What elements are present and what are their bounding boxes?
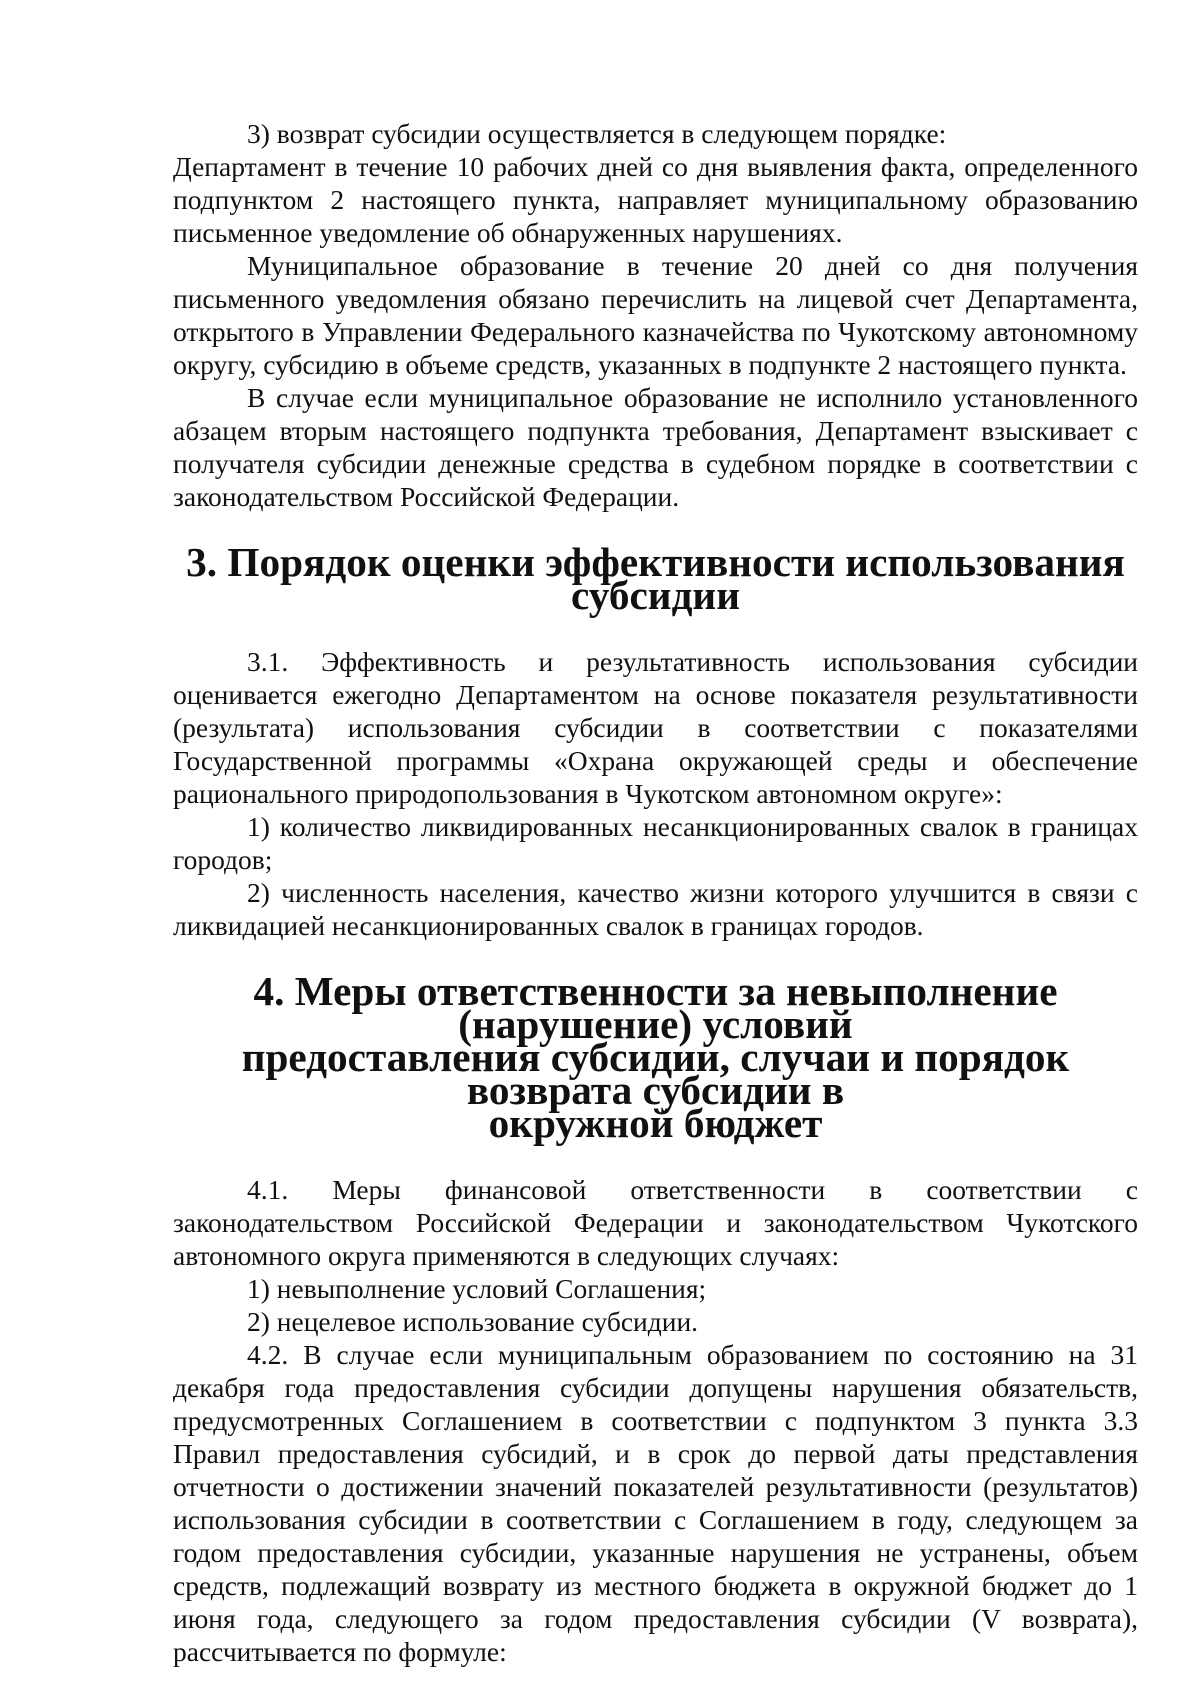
paragraph-return-procedure: 3) возврат субсидии осуществляется в следующем порядке: xyxy=(247,118,947,149)
paragraph-court-recovery: В случае если муниципальное образование не исполнило установленного абзацем вторым настоящего подпункта требования, Департамент взыскивает с получателя субсидии денежные средства в судебном порядке в соответствии с законодательством Российской Федерации. xyxy=(173,382,1138,512)
section-4-heading xyxy=(173,968,1138,1146)
document-page xyxy=(173,117,1138,1668)
paragraph-3-1: 3.1. Эффективность и результативность использования субсидии оценивается ежегодно Департаментом на основе показателя результативности (результата) использования субсидии в соответствии с показателями Государственной программы «Охрана окружающей среды и обеспечение рационального природопользования в Чукотском автономном округе»: xyxy=(173,646,1138,809)
section-4-heading-line-3: окружной бюджет xyxy=(488,1100,823,1146)
paragraph-indicator-1: 1) количество ликвидированных несанкционированных свалок в границах городов; xyxy=(173,811,1138,875)
paragraph-4-1: 4.1. Меры финансовой ответственности в соответствии с законодательством Российской Федерации и законодательством Чукотского автономного округа применяются в следующих случаях: xyxy=(173,1174,1138,1271)
paragraph-4-2: 4.2. В случае если муниципальным образованием по состоянию на 31 декабря года предоставления субсидии допущены нарушения обязательств, предусмотренных Соглашением в соответствии с подпунктом 3 пункта 3.3 Правил предоставления субсидий, и в срок до первой даты представления отчетности о достижении значений показателей результативности (результатов) использования субсидии в соответствии с Соглашением в году, следующем за годом предоставления субсидии, указанные нарушения не устранены, объем средств, подлежащий возврату из местного бюджета в окружной бюджет до 1 июня года, следующего за годом предоставления субсидии (V возврата), рассчитывается по формуле: xyxy=(173,1339,1138,1667)
section-4-heading-line-2: предоставления субсидии, случаи и порядок возврата субсидии в xyxy=(241,1034,1070,1113)
paragraph-department-notice: Департамент в течение 10 рабочих дней со дня выявления факта, определенного подпунктом 2 настоящего пункта, направляет муниципальному образованию письменное уведомление об обнаруженных нарушениях. xyxy=(173,151,1138,248)
paragraph-case-2: 2) нецелевое использование субсидии. xyxy=(247,1306,699,1337)
paragraph-case-1: 1) невыполнение условий Соглашения; xyxy=(247,1273,707,1304)
section-3-heading: 3. Порядок оценки эффективности использования субсидии xyxy=(186,539,1125,618)
section-4-heading-line-1: 4. Меры ответственности за невыполнение (нарушение) условий xyxy=(253,968,1058,1047)
paragraph-indicator-2: 2) численность населения, качество жизни которого улучшится в связи с ликвидацией несанкционированных свалок в границах городов. xyxy=(173,877,1138,941)
paragraph-municipal-transfer: Муниципальное образование в течение 20 дней со дня получения письменного уведомления обязано перечислить на лицевой счет Департамента, открытого в Управлении Федерального казначейства по Чукотскому автономному округу, субсидию в объеме средств, указанных в подпункте 2 настоящего пункта. xyxy=(173,250,1138,380)
